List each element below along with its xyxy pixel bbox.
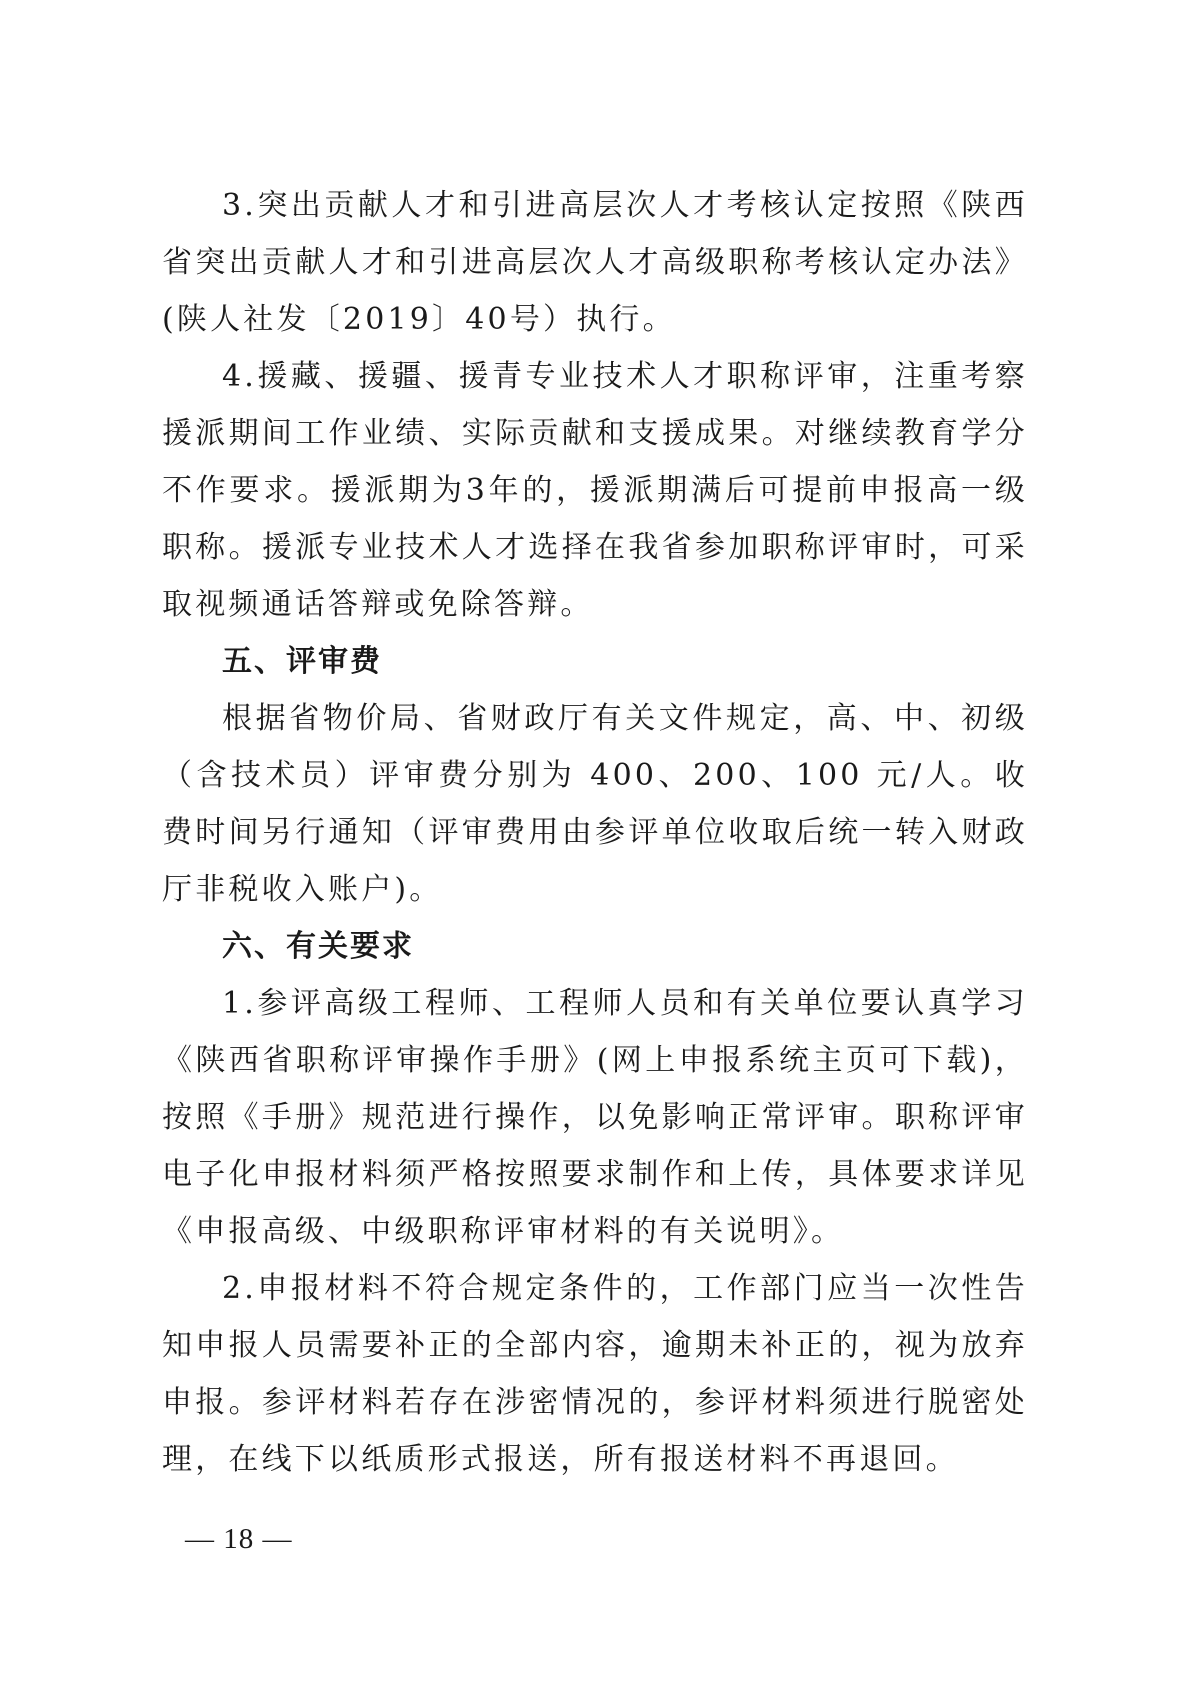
section-heading-requirements: 六、有关要求 xyxy=(222,929,414,964)
page-number: — 18 — xyxy=(185,1523,293,1555)
paragraph-item-4: 4.援藏、援疆、援青专业技术人才职称评审，注重考察援派期间工作业绩、实际贡献和支援成果。对继续教育学分不作要求。援派期为3年的，援派期满后可提前申报高一级职称。援派专业技术人才选择在我省参加职称评审时，可采取视频通话答辩或免除答辩。 xyxy=(162,359,1028,622)
paragraph-item-3: 3.突出贡献人才和引进高层次人才考核认定按照《陕西省突出贡献人才和引进高层次人才高级职称考核认定办法》(陕人社发〔2019〕40号）执行。 xyxy=(162,188,1028,337)
section-heading-review-fee: 五、评审费 xyxy=(222,644,382,679)
document-body xyxy=(162,177,1028,1488)
paragraph-requirement-1: 1.参评高级工程师、工程师人员和有关单位要认真学习《陕西省职称评审操作手册》(网上申报系统主页可下载)，按照《手册》规范进行操作，以免影响正常评审。职称评审电子化申报材料须严格按照要求制作和上传，具体要求详见《申报高级、中级职称评审材料的有关说明》。 xyxy=(162,986,1028,1249)
paragraph-review-fee: 根据省物价局、省财政厅有关文件规定，高、中、初级（含技术员）评审费分别为 400、200、100 元/人。收费时间另行通知（评审费用由参评单位收取后统一转入财政厅非税收入账户)。 xyxy=(162,701,1028,907)
paragraph-requirement-2: 2.申报材料不符合规定条件的，工作部门应当一次性告知申报人员需要补正的全部内容，逾期未补正的，视为放弃申报。参评材料若存在涉密情况的，参评材料须进行脱密处理，在线下以纸质形式报送，所有报送材料不再退回。 xyxy=(162,1271,1028,1477)
